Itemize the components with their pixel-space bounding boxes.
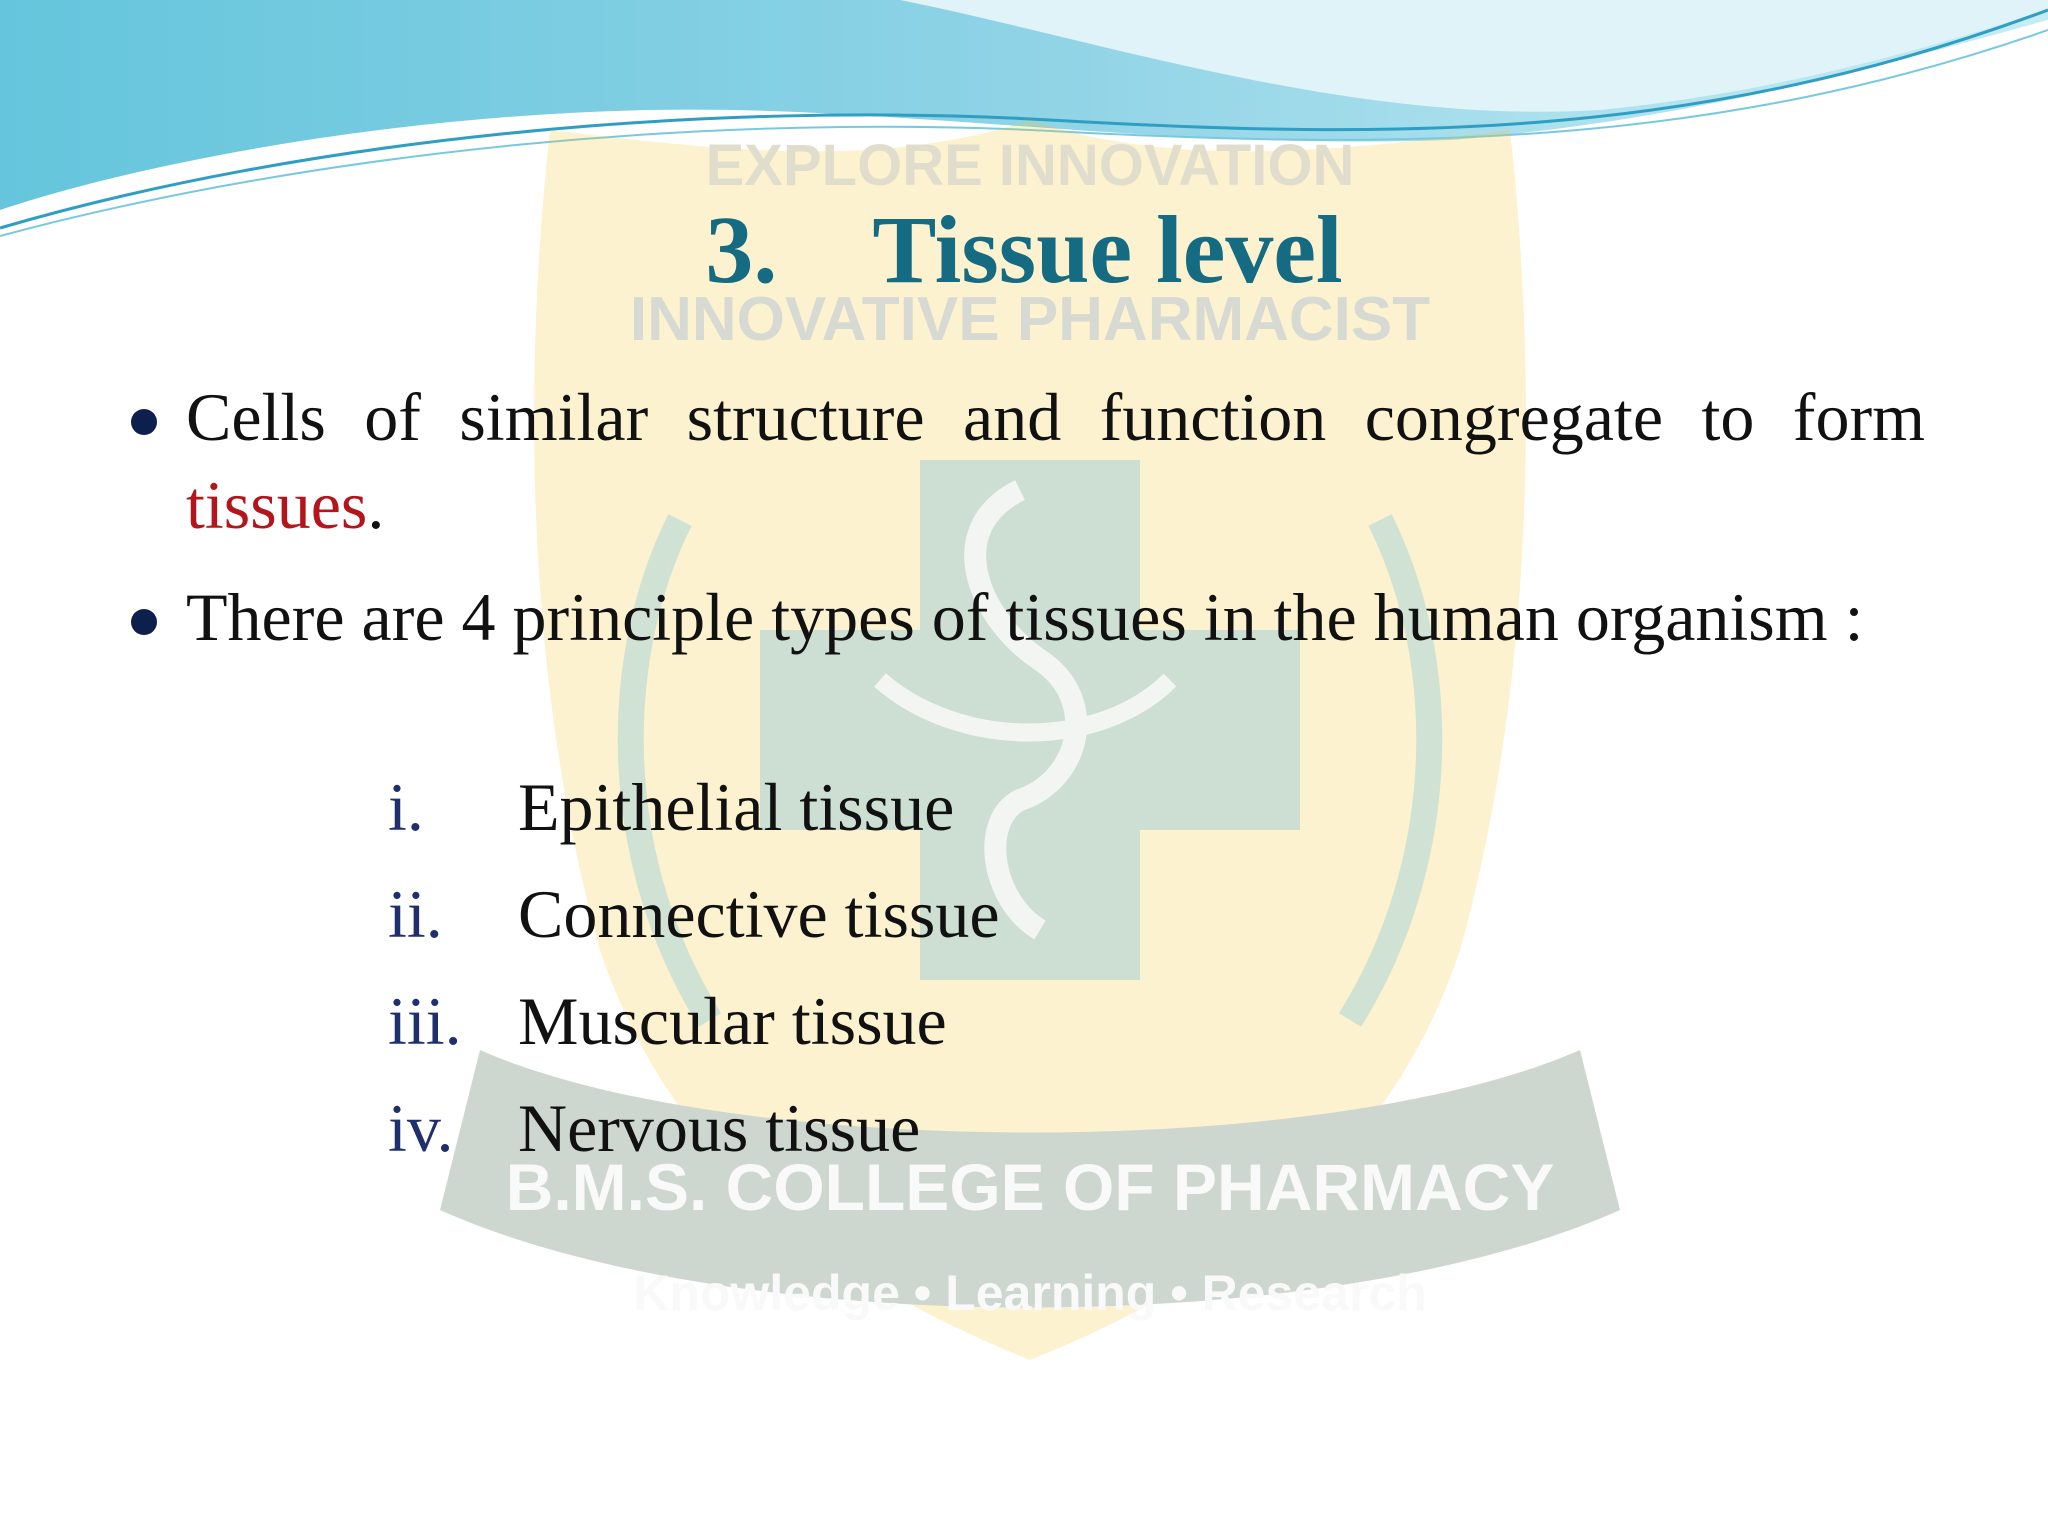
bullet-text: Cells of similar structure and function congregate to form — [186, 379, 1925, 455]
bullet-dot-icon — [131, 609, 157, 635]
list-numeral: iii. — [388, 983, 462, 1059]
list-item — [388, 977, 1000, 1084]
slide-title — [0, 195, 2048, 305]
svg-text:B.M.S. COLLEGE OF PHARMACY: B.M.S. COLLEGE OF PHARMACY — [505, 1150, 1555, 1224]
svg-text:Knowledge • Learning • Researc: Knowledge • Learning • Research — [633, 1265, 1427, 1321]
list-item — [388, 1084, 1000, 1191]
bullet-list — [125, 373, 1925, 661]
bullet-dot-icon — [131, 409, 157, 435]
svg-text:INNOVATIVE PHARMACIST: INNOVATIVE PHARMACIST — [629, 285, 1431, 354]
list-numeral: iv. — [388, 1090, 454, 1166]
bullet-text: There are 4 principle types of tissues in the human organism : — [186, 579, 1864, 655]
list-numeral: i. — [388, 769, 424, 845]
slide-title-text: Tissue level — [872, 196, 1343, 303]
slide-title-number: 3. — [705, 196, 778, 303]
svg-text:EXPLORE INNOVATION: EXPLORE INNOVATION — [705, 133, 1355, 198]
list-item — [388, 763, 1000, 870]
bullet-suffix: . — [367, 467, 385, 543]
bullet-item — [125, 573, 1925, 661]
list-label: Muscular tissue — [518, 983, 947, 1059]
list-label: Epithelial tissue — [518, 769, 955, 845]
bullet-item — [125, 373, 1925, 549]
bullet-highlight: tissues — [186, 467, 368, 543]
list-label: Connective tissue — [518, 876, 1000, 952]
list-label: Nervous tissue — [518, 1090, 921, 1166]
list-numeral: ii. — [388, 876, 443, 952]
list-item — [388, 870, 1000, 977]
tissue-types-list — [388, 763, 1000, 1191]
